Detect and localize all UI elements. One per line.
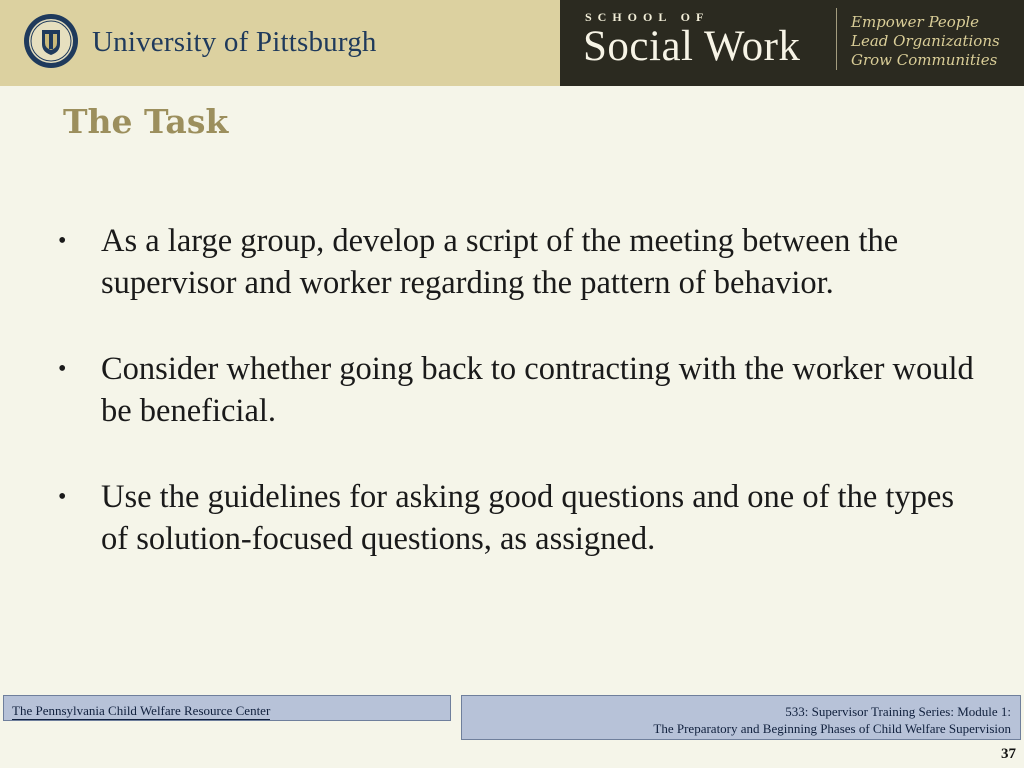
bullet-list <box>56 220 976 560</box>
footer-resource-center <box>3 695 451 721</box>
tagline-lead: Lead Organizations <box>851 32 1000 50</box>
tagline-grow: Grow Communities <box>851 51 998 69</box>
bullet-text: Consider whether going back to contracting with the worker would be beneficial. <box>101 351 974 429</box>
header-divider <box>836 8 837 70</box>
slide-title: The Task <box>63 102 229 141</box>
bullet-icon: • <box>58 484 67 510</box>
bullet-item <box>56 220 976 304</box>
slide-header <box>0 0 1024 86</box>
bullet-item <box>56 476 976 560</box>
university-seal-icon <box>23 13 79 69</box>
social-work-wordmark: Social Work <box>583 23 801 70</box>
footer-module-line1: 533: Supervisor Training Series: Module 1: <box>785 704 1011 719</box>
tagline-empower: Empower People <box>851 13 980 31</box>
footer-module-info <box>461 695 1021 740</box>
bullet-icon: • <box>58 228 67 254</box>
school-of-label: SCHOOL OF <box>585 10 710 24</box>
footer-module-line2: The Preparatory and Beginning Phases of Child Welfare Supervision <box>653 721 1011 736</box>
footer-left-text: The Pennsylvania Child Welfare Resource Center <box>12 703 271 718</box>
university-name: University of Pittsburgh <box>92 26 377 58</box>
bullet-icon: • <box>58 356 67 382</box>
page-number: 37 <box>1001 746 1016 762</box>
bullet-text: As a large group, develop a script of the meeting between the supervisor and worker regarding the pattern of behavior. <box>101 223 899 301</box>
bullet-text: Use the guidelines for asking good questions and one of the types of solution-focused questions, as assigned. <box>101 479 954 557</box>
bullet-item <box>56 348 976 432</box>
university-banner <box>0 0 560 86</box>
